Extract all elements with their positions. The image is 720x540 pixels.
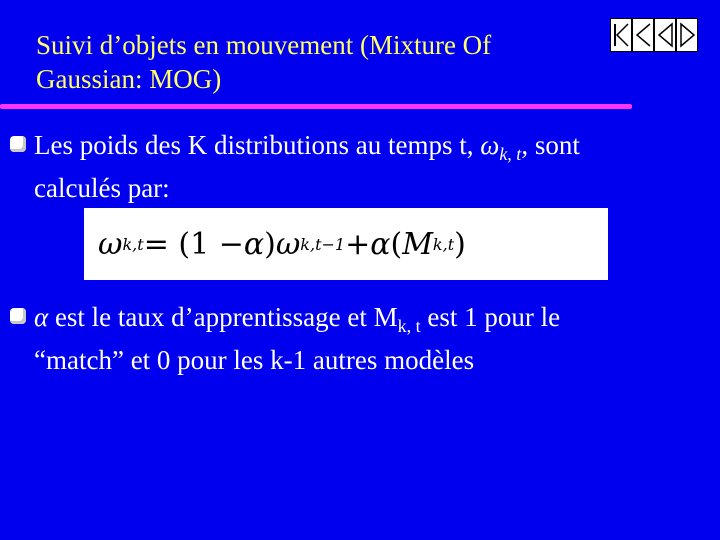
bullet-alpha-text: est le taux d’apprentissage et M — [48, 302, 398, 332]
previous-slide-icon — [634, 21, 652, 49]
bullet-marker — [10, 308, 26, 324]
slide-title — [36, 28, 596, 96]
omega-symbol: ω — [480, 130, 500, 160]
formula-m-sub: k,t — [432, 234, 455, 254]
bullet-alpha-text-end: est 1 pour le — [420, 302, 561, 332]
formula-lhs-sub: k,t — [122, 234, 144, 254]
slide-title-line-1: Suivi d’objets en mouvement (Mixture Of — [36, 30, 492, 60]
formula-rhs-omega: ω — [275, 226, 301, 262]
bullet-alpha-line-2: “match” et 0 pour les k-1 autres modèles — [34, 345, 475, 375]
formula-lhs-omega: ω — [98, 226, 123, 262]
back-icon — [656, 21, 674, 49]
formula-m: M — [402, 226, 433, 262]
formula-plus: + — [345, 226, 371, 262]
slide-navigation — [610, 18, 698, 52]
formula-alpha: α — [243, 226, 265, 262]
alpha-symbol: α — [34, 302, 49, 332]
omega-subscript: k, t — [499, 144, 522, 164]
formula-rhs-sub: k,t−1 — [300, 234, 346, 254]
next-slide-button[interactable] — [676, 18, 698, 52]
formula-open: ( — [390, 226, 403, 262]
bullet-weights — [10, 128, 700, 205]
slide-title-line-2: Gaussian: MOG) — [36, 64, 222, 94]
bullet-weights-line-2: calculés par: — [34, 173, 170, 203]
bullet-marker — [10, 136, 26, 152]
previous-slide-button[interactable] — [632, 18, 654, 52]
formula-eq: = (1 − — [143, 226, 244, 262]
next-slide-icon — [678, 21, 696, 49]
formula-close: ) — [454, 226, 466, 262]
weight-update-formula — [84, 208, 608, 280]
first-slide-button[interactable] — [610, 18, 632, 52]
bullet-weights-text: Les poids des K distributions au temps t, — [34, 130, 481, 160]
m-subscript: k, t — [397, 316, 421, 336]
back-button[interactable] — [654, 18, 676, 52]
first-slide-icon — [612, 21, 630, 49]
bullet-weights-text-end: , sont — [521, 130, 580, 160]
title-divider — [0, 104, 632, 109]
bullet-alpha — [10, 300, 700, 377]
formula-mid: ) — [264, 226, 276, 262]
formula-alpha-2: α — [370, 226, 391, 262]
